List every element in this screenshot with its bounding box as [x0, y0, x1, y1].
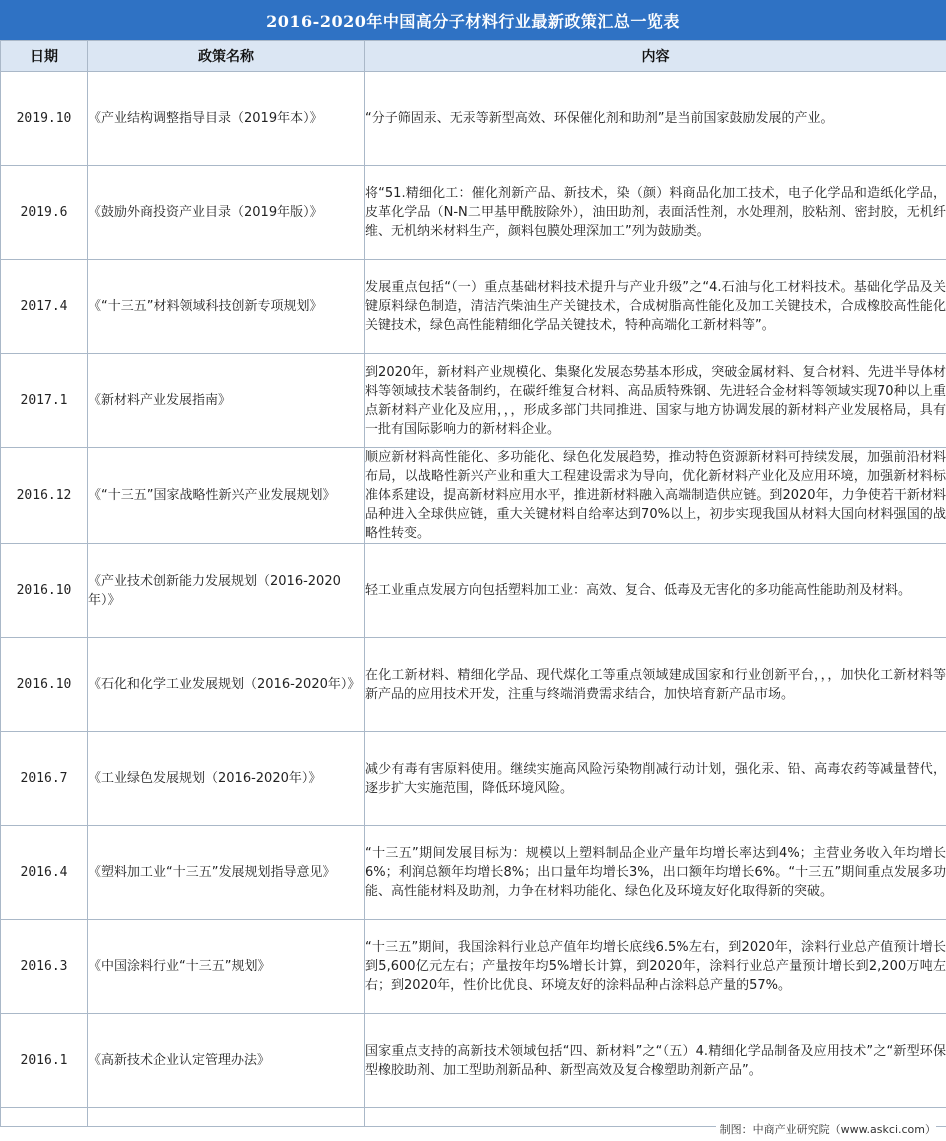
source-credit: 制图：中商产业研究院（www.askci.com） [716, 1121, 936, 1137]
row-policy-name: 《产业技术创新能力发展规划（2016-2020年）》 [88, 544, 365, 638]
row-policy-name: 《“十三五”材料领域科技创新专项规划》 [88, 260, 365, 354]
row-date: 2016.7 [1, 732, 88, 826]
row-content: 国家重点支持的高新技术领域包括“四、新材料”之“（五）4.精细化学品制备及应用技术”之“新型环保型橡胶助剂、加工型助剂新品种、新型高效及复合橡塑助剂新产品”。 [365, 1014, 946, 1108]
header-date: 日期 [1, 41, 88, 72]
table-row [1, 72, 946, 166]
table-row [1, 544, 946, 638]
row-date: 2016.3 [1, 920, 88, 1014]
header-policy-name: 政策名称 [88, 41, 365, 72]
table-row [1, 920, 946, 1014]
row-date: 2016.10 [1, 638, 88, 732]
row-date: 2016.4 [1, 826, 88, 920]
row-policy-name: 《“十三五”国家战略性新兴产业发展规划》 [88, 448, 365, 544]
row-date: 2017.4 [1, 260, 88, 354]
row-content: 发展重点包括“（一）重点基础材料技术提升与产业升级”之“4.石油与化工材料技术。基础化学品及关键原料绿色制造，清洁汽柴油生产关键技术，合成树脂高性能化及加工关键技术，合成橡胶高性能化关键技术，绿色高性能精细化学品关键技术，特种高端化工新材料等”。 [365, 260, 946, 354]
row-date: 2016.1 [1, 1014, 88, 1108]
row-date: 2019.6 [1, 166, 88, 260]
table-title: 2016-2020年中国高分子材料行业最新政策汇总一览表 [0, 0, 946, 40]
row-policy-name: 《新材料产业发展指南》 [88, 354, 365, 448]
row-date: 2016.12 [1, 448, 88, 544]
table-row [1, 166, 946, 260]
policy-table [0, 40, 946, 1127]
row-policy-name: 《中国涂料行业“十三五”规划》 [88, 920, 365, 1014]
row-content: “十三五”期间，我国涂料行业总产值年均增长底线6.5%左右，到2020年，涂料行业总产值预计增长到5,600亿元左右；产量按年均5%增长计算，到2020年，涂料行业总产量预计增长到2,200万吨左右；到2020年，性价比优良、环境友好的涂料品种占涂料总产量的57%。 [365, 920, 946, 1014]
table-row [1, 732, 946, 826]
row-policy-name: 《工业绿色发展规划（2016-2020年）》 [88, 732, 365, 826]
row-date: 2019.10 [1, 72, 88, 166]
row-policy-name: 《鼓励外商投资产业目录（2019年版）》 [88, 166, 365, 260]
row-content: 轻工业重点发展方向包括塑料加工业：高效、复合、低毒及无害化的多功能高性能助剂及材料。 [365, 544, 946, 638]
row-content: “分子筛固汞、无汞等新型高效、环保催化剂和助剂”是当前国家鼓励发展的产业。 [365, 72, 946, 166]
table-row [1, 826, 946, 920]
table-row [1, 448, 946, 544]
row-date: 2017.1 [1, 354, 88, 448]
table-header-row [1, 41, 946, 72]
row-policy-name: 《塑料加工业“十三五”发展规划指导意见》 [88, 826, 365, 920]
header-content: 内容 [365, 41, 946, 72]
table-row [1, 260, 946, 354]
row-content: 在化工新材料、精细化学品、现代煤化工等重点领域建成国家和行业创新平台，，，加快化工新材料等新产品的应用技术开发，注重与终端消费需求结合，加快培育新产品市场。 [365, 638, 946, 732]
footer-cell [88, 1108, 365, 1127]
row-content: 顺应新材料高性能化、多功能化、绿色化发展趋势，推动特色资源新材料可持续发展，加强前沿材料布局，以战略性新兴产业和重大工程建设需求为导向，优化新材料产业化及应用环境，加强新材料标准体系建设，提高新材料应用水平，推进新材料融入高端制造供应链。到2020年，力争使若干新材料品种进入全球供应链，重大关键材料自给率达到70%以上，初步实现我国从材料大国向材料强国的战略性转变。 [365, 448, 946, 544]
footer-cell [1, 1108, 88, 1127]
row-policy-name: 《产业结构调整指导目录（2019年本）》 [88, 72, 365, 166]
row-date: 2016.10 [1, 544, 88, 638]
table-row [1, 638, 946, 732]
row-content: 将“51.精细化工：催化剂新产品、新技术，染（颜）料商品化加工技术，电子化学品和造纸化学品，皮革化学品（N-N二甲基甲酰胺除外），油田助剂，表面活性剂，水处理剂，胶粘剂、密封胶，无机纤维、无机纳米材料生产，颜料包膜处理深加工”列为鼓励类。 [365, 166, 946, 260]
row-content: 减少有毒有害原料使用。继续实施高风险污染物削减行动计划，强化汞、铅、高毒农药等减量替代，逐步扩大实施范围，降低环境风险。 [365, 732, 946, 826]
row-policy-name: 《石化和化学工业发展规划（2016-2020年）》 [88, 638, 365, 732]
row-policy-name: 《高新技术企业认定管理办法》 [88, 1014, 365, 1108]
table-row [1, 354, 946, 448]
row-content: 到2020年，新材料产业规模化、集聚化发展态势基本形成，突破金属材料、复合材料、先进半导体材料等领域技术装备制约，在碳纤维复合材料、高品质特殊钢、先进轻合金材料等领域实现70种以上重点新材料产业化及应用，，，形成多部门共同推进、国家与地方协调发展的新材料产业发展格局，具有一批有国际影响力的新材料企业。 [365, 354, 946, 448]
table-row [1, 1014, 946, 1108]
row-content: “十三五”期间发展目标为：规模以上塑料制品企业产量年均增长率达到4%；主营业务收入年均增长6%；利润总额年均增长8%；出口量年均增长3%，出口额年均增长6%。“十三五”期间重点发展多功能、高性能材料及助剂，力争在材料功能化、绿色化及环境友好化取得新的突破。 [365, 826, 946, 920]
